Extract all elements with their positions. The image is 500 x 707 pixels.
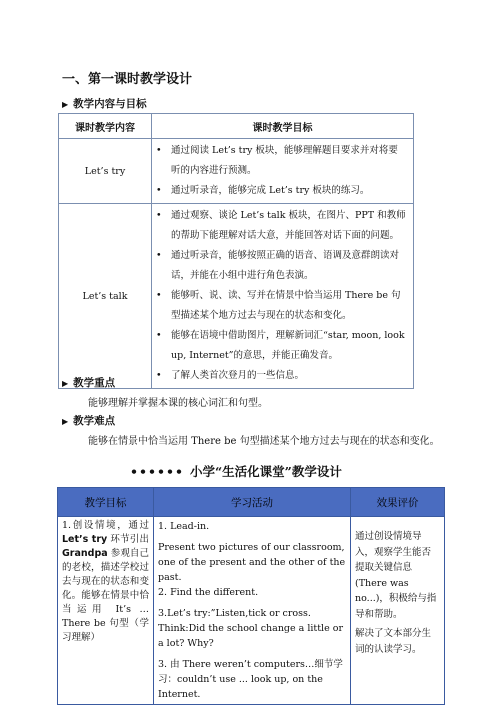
activity-line: 1. Lead-in. — [158, 521, 210, 532]
table-row — [59, 139, 414, 204]
bullet-item: • 了解人类首次登月的一些信息。 — [156, 370, 305, 381]
row-goals — [152, 139, 414, 204]
bullet-item: • 通过听录音，能够按照正确的语音、语调及意群朗读对话，并能在小组中进行角色表演。 — [156, 250, 400, 281]
section-content-goals-title: ▶ 教学内容与目标 — [62, 98, 147, 110]
evaluation-line: 通过创设情境导入，观察学生能否提取关键信息(There was no...)，积极给与指导和帮助。 — [355, 531, 437, 620]
activity-line: 3. 由 There weren’t computers…细节学习：couldn’t use ... look up, on the Internet. — [158, 659, 343, 700]
bullet-item: • 通过听录音，能够完成 Let’s try 板块的练习。 — [156, 185, 370, 196]
header-evaluation: 效果评价 — [351, 488, 445, 517]
bullet-item: • 能够听、说、读、写并在情景中恰当运用 There be 句型描述某个地方过去与现在的状态和变化。 — [156, 290, 401, 321]
header-teaching-goal: 教学目标 — [58, 488, 154, 517]
row-label: Let’s talk — [59, 204, 152, 389]
teaching-goal-cell: 1.创设情境，通过 Let’s try 环节引出 Grandpa 参观自己的老校，描述学校过去与现在的状态和变化。能够在情景中恰当运用 It’s … There be 句型（学习理解） — [58, 517, 154, 705]
triangle-bullet-icon: ▶ — [62, 99, 69, 109]
header-learning-activity: 学习活动 — [154, 488, 351, 517]
table-header-row — [58, 488, 445, 517]
header-lesson-goals: 课时教学目标 — [152, 114, 414, 139]
table-row — [59, 204, 414, 389]
section-key-points-title: ▶ 教学重点 — [62, 377, 116, 389]
evaluation-cell — [351, 517, 445, 705]
section-design-title: •••••• 小学“生活化课堂”教学设计 — [130, 464, 342, 479]
bullet-item: • 能够在语境中借助图片，理解新词汇“star, moon, look up, Internet”的意思，并能正确发音。 — [156, 330, 405, 361]
activity-line: Present two pictures of our classroom, one of the present and the other of the past. — [158, 542, 346, 583]
page-heading: 一、第一课时教学设计 — [62, 72, 193, 87]
row-goals — [152, 204, 414, 389]
activity-line: 3.Let’s try:”Listen,tick or cross. Think:Did the school change a little or a lot? Why? — [158, 608, 343, 649]
classroom-design-table — [57, 487, 445, 705]
table-header-row — [59, 114, 414, 139]
difficulties-text: 能够在情景中恰当运用 There be 句型描述某个地方过去与现在的状态和变化。 — [88, 436, 440, 447]
learning-activity-cell — [154, 517, 351, 705]
lesson-goals-table — [58, 113, 414, 389]
evaluation-line: 解决了文本部分生词的认读学习。 — [355, 628, 432, 655]
activity-line: 2. Find the different. — [158, 587, 259, 598]
triangle-bullet-icon: ▶ — [62, 416, 69, 426]
bullet-item: • 通过观察、谈论 Let’s talk 板块，在图片、PPT 和教师的帮助下能理解对话大意，并能回答对话下面的问题。 — [156, 210, 406, 241]
dots-decoration-icon: •••••• — [130, 464, 184, 479]
table-row — [58, 517, 445, 705]
key-points-text: 能够理解并掌握本课的核心词汇和句型。 — [88, 398, 268, 409]
triangle-bullet-icon: ▶ — [62, 378, 69, 388]
row-label: Let’s try — [59, 139, 152, 204]
header-lesson-content: 课时教学内容 — [59, 114, 152, 139]
bullet-item: • 通过阅读 Let’s try 板块，能够理解题目要求并对将要听的内容进行预测。 — [156, 145, 398, 176]
section-difficulties-title: ▶ 教学难点 — [62, 415, 116, 427]
